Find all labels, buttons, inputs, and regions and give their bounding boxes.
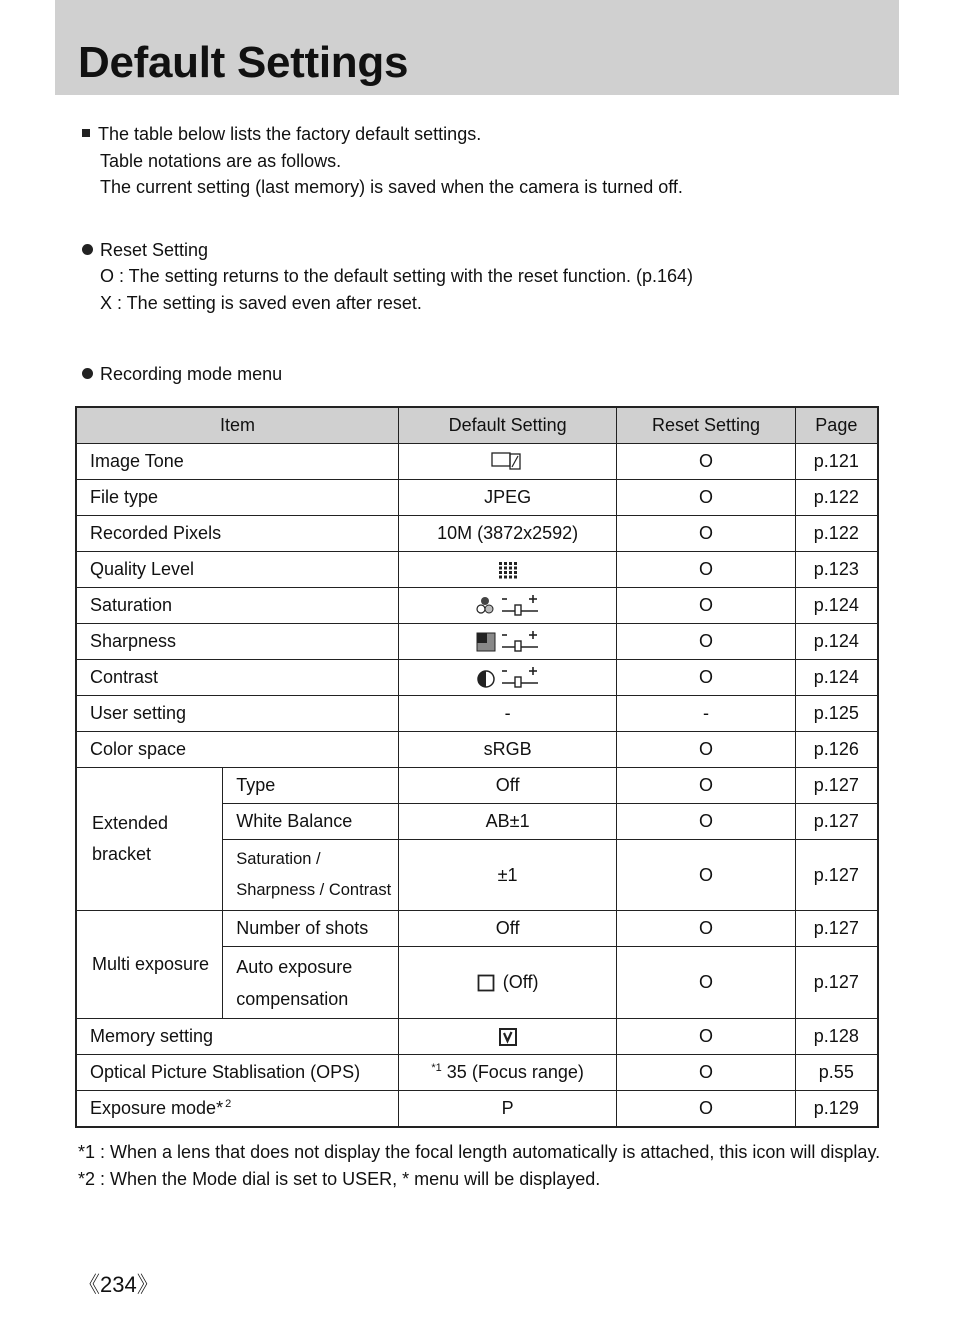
- row-reset: O: [617, 911, 795, 947]
- default-value: 35 (Focus range): [446, 1062, 584, 1082]
- row-item: White Balance: [223, 804, 399, 840]
- row-reset: O: [617, 947, 795, 1019]
- table-row: [76, 696, 878, 732]
- contrast-slider-icon: [476, 667, 540, 689]
- header-reset: Reset Setting: [617, 407, 795, 444]
- row-page: p.121: [795, 444, 878, 480]
- intro-line-2: Table notations are as follows.: [100, 151, 342, 171]
- row-item: Saturation: [76, 588, 398, 624]
- row-page: p.127: [795, 911, 878, 947]
- footnote-marker: *1: [431, 1062, 442, 1074]
- table-row: [76, 516, 878, 552]
- table-header-row: [76, 407, 878, 444]
- row-page: p.124: [795, 660, 878, 696]
- row-item: Recorded Pixels: [76, 516, 398, 552]
- table-row: [76, 444, 878, 480]
- row-default: sRGB: [398, 732, 616, 768]
- row-item: [76, 1091, 398, 1128]
- row-default: 10M (3872x2592): [398, 516, 616, 552]
- row-item: Image Tone: [76, 444, 398, 480]
- row-reset: O: [617, 1055, 795, 1091]
- group-extended-bracket: [76, 768, 223, 911]
- row-reset: O: [617, 624, 795, 660]
- row-reset: O: [617, 660, 795, 696]
- table-row: [76, 1091, 878, 1128]
- table-row: [76, 1019, 878, 1055]
- group-label-line-2: bracket: [92, 844, 152, 864]
- row-item: [223, 840, 399, 911]
- row-item: Contrast: [76, 660, 398, 696]
- row-item: Number of shots: [223, 911, 399, 947]
- checkbox-empty-icon: [477, 974, 495, 992]
- row-item: Optical Picture Stablisation (OPS): [76, 1055, 398, 1091]
- footnote-1: *1 : When a lens that does not display the focal length automatically is attached, this icon will display.: [78, 1142, 881, 1162]
- row-reset: O: [617, 552, 795, 588]
- row-reset: O: [617, 840, 795, 911]
- header-default: Default Setting: [398, 407, 616, 444]
- row-item: User setting: [76, 696, 398, 732]
- row-item: [223, 947, 399, 1019]
- row-default: [398, 1055, 616, 1091]
- row-reset: O: [617, 804, 795, 840]
- recording-heading: Recording mode menu: [82, 361, 282, 387]
- circle-bullet-icon: [82, 368, 93, 379]
- reset-o-text: O : The setting returns to the default setting with the reset function. (p.164): [100, 266, 693, 286]
- intro-line-3: The current setting (last memory) is saved when the camera is turned off.: [100, 177, 683, 197]
- default-value: (Off): [502, 972, 539, 992]
- row-default: [398, 588, 616, 624]
- row-item: Quality Level: [76, 552, 398, 588]
- row-default: [398, 444, 616, 480]
- row-reset: O: [617, 732, 795, 768]
- row-item: File type: [76, 480, 398, 516]
- table-row: [76, 1055, 878, 1091]
- row-item: Memory setting: [76, 1019, 398, 1055]
- table-row: [76, 732, 878, 768]
- row-default: -: [398, 696, 616, 732]
- header-item: Item: [76, 407, 398, 444]
- row-item: Sharpness: [76, 624, 398, 660]
- group-multi-exposure: Multi exposure: [76, 911, 223, 1019]
- row-page: p.125: [795, 696, 878, 732]
- intro-line-1: The table below lists the factory default settings.: [82, 121, 481, 147]
- row-default: [398, 552, 616, 588]
- footnote-2: *2 : When the Mode dial is set to USER, * menu will be displayed.: [78, 1169, 601, 1189]
- row-page: p.124: [795, 588, 878, 624]
- row-item: Color space: [76, 732, 398, 768]
- row-default: [398, 1019, 616, 1055]
- saturation-slider-icon: [476, 595, 540, 617]
- row-page: p.123: [795, 552, 878, 588]
- row-default: [398, 660, 616, 696]
- reset-x-text: X : The setting is saved even after reset.: [100, 293, 422, 313]
- page-number: 《234》: [78, 1272, 159, 1297]
- table-row: [76, 480, 878, 516]
- row-default: Off: [398, 768, 616, 804]
- quality-level-icon: [498, 561, 518, 579]
- table-row: [76, 588, 878, 624]
- title-bar: [55, 0, 899, 95]
- item-label: Exposure mode*: [90, 1098, 224, 1118]
- sharpness-slider-icon: [476, 631, 540, 653]
- row-page: p.127: [795, 840, 878, 911]
- row-page: p.122: [795, 480, 878, 516]
- table-row: [76, 911, 878, 947]
- row-reset: O: [617, 768, 795, 804]
- row-default: P: [398, 1091, 616, 1128]
- row-page: p.127: [795, 804, 878, 840]
- row-page: p.124: [795, 624, 878, 660]
- group-label-line-1: Extended: [92, 813, 169, 833]
- row-page: p.127: [795, 947, 878, 1019]
- row-page: p.126: [795, 732, 878, 768]
- item-line-2: Sharpness / Contrast: [236, 881, 392, 899]
- item-line-1: Saturation /: [236, 850, 321, 868]
- row-page: p.122: [795, 516, 878, 552]
- row-default: JPEG: [398, 480, 616, 516]
- footnote-marker: 2: [225, 1098, 232, 1110]
- item-line-2: compensation: [236, 988, 349, 1009]
- default-settings-table: [75, 406, 879, 1128]
- page-title: Default Settings: [78, 38, 409, 87]
- table-row: [76, 768, 878, 804]
- row-reset: O: [617, 1091, 795, 1128]
- image-tone-icon: [491, 451, 525, 473]
- row-default: ±1: [398, 840, 616, 911]
- row-default: [398, 624, 616, 660]
- square-bullet-icon: [82, 129, 90, 137]
- row-reset: O: [617, 480, 795, 516]
- row-page: p.127: [795, 768, 878, 804]
- table-row: [76, 624, 878, 660]
- row-item: Type: [223, 768, 399, 804]
- circle-bullet-icon: [82, 244, 93, 255]
- table-row: [76, 660, 878, 696]
- row-default: [398, 947, 616, 1019]
- table-row: [76, 552, 878, 588]
- row-reset: O: [617, 588, 795, 624]
- row-page: p.128: [795, 1019, 878, 1055]
- row-reset: O: [617, 444, 795, 480]
- row-reset: O: [617, 516, 795, 552]
- row-reset: -: [617, 696, 795, 732]
- row-page: p.55: [795, 1055, 878, 1091]
- reset-setting-heading: Reset Setting: [82, 237, 208, 263]
- header-page: Page: [795, 407, 878, 444]
- row-default: Off: [398, 911, 616, 947]
- checkbox-checked-icon: [499, 1028, 517, 1046]
- row-default: AB±1: [398, 804, 616, 840]
- row-reset: O: [617, 1019, 795, 1055]
- item-line-1: Auto exposure: [236, 956, 353, 977]
- row-page: p.129: [795, 1091, 878, 1128]
